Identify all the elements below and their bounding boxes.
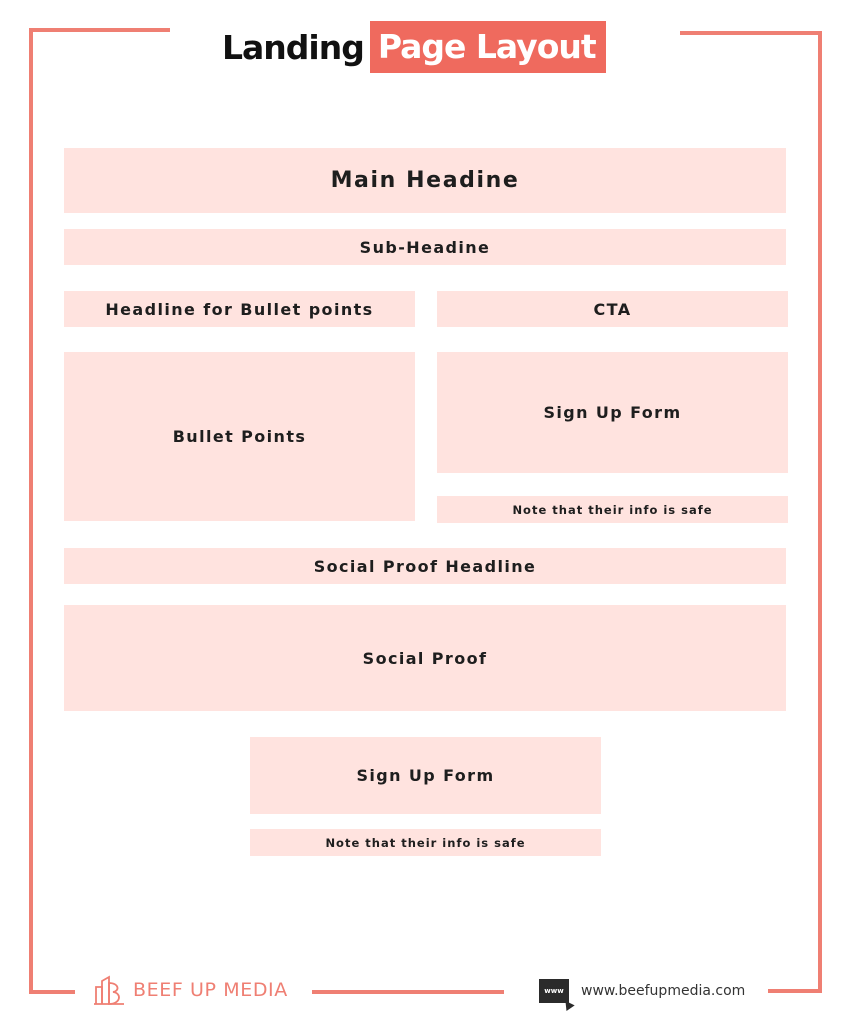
www-browser-icon bbox=[539, 979, 569, 1003]
page-title bbox=[222, 20, 606, 74]
building-logo-icon bbox=[93, 973, 127, 1007]
brand-name: BEEF UP MEDIA bbox=[133, 979, 288, 1001]
frame-left-line bbox=[29, 28, 33, 994]
bullet-points-block: Bullet Points bbox=[64, 352, 415, 521]
frame-bottom-left-line bbox=[29, 990, 75, 994]
signup-form-block-bottom: Sign Up Form bbox=[250, 737, 601, 814]
cursor-arrow-icon bbox=[561, 998, 574, 1011]
sub-headline-block: Sub-Headine bbox=[64, 229, 786, 265]
frame-bottom-middle-line bbox=[312, 990, 504, 994]
frame-bottom-right-line bbox=[768, 989, 822, 993]
social-proof-headline-block: Social Proof Headline bbox=[64, 548, 786, 584]
website-link[interactable] bbox=[539, 976, 745, 1006]
frame-top-right-line bbox=[680, 31, 822, 35]
frame-top-left-line bbox=[29, 28, 170, 32]
title-part-highlight: Page Layout bbox=[370, 21, 606, 73]
cta-block: CTA bbox=[437, 291, 788, 327]
note-info-safe-top: Note that their info is safe bbox=[437, 496, 788, 523]
signup-form-block-top: Sign Up Form bbox=[437, 352, 788, 473]
frame-right-line bbox=[818, 31, 822, 993]
title-part-landing: Landing bbox=[222, 27, 364, 67]
social-proof-block: Social Proof bbox=[64, 605, 786, 711]
brand-logo bbox=[93, 972, 288, 1008]
website-url[interactable]: www.beefupmedia.com bbox=[581, 983, 746, 999]
note-info-safe-bottom: Note that their info is safe bbox=[250, 829, 601, 856]
bullet-headline-block: Headline for Bullet points bbox=[64, 291, 415, 327]
www-icon-label: www bbox=[544, 987, 564, 995]
main-headline-block: Main Headine bbox=[64, 148, 786, 213]
